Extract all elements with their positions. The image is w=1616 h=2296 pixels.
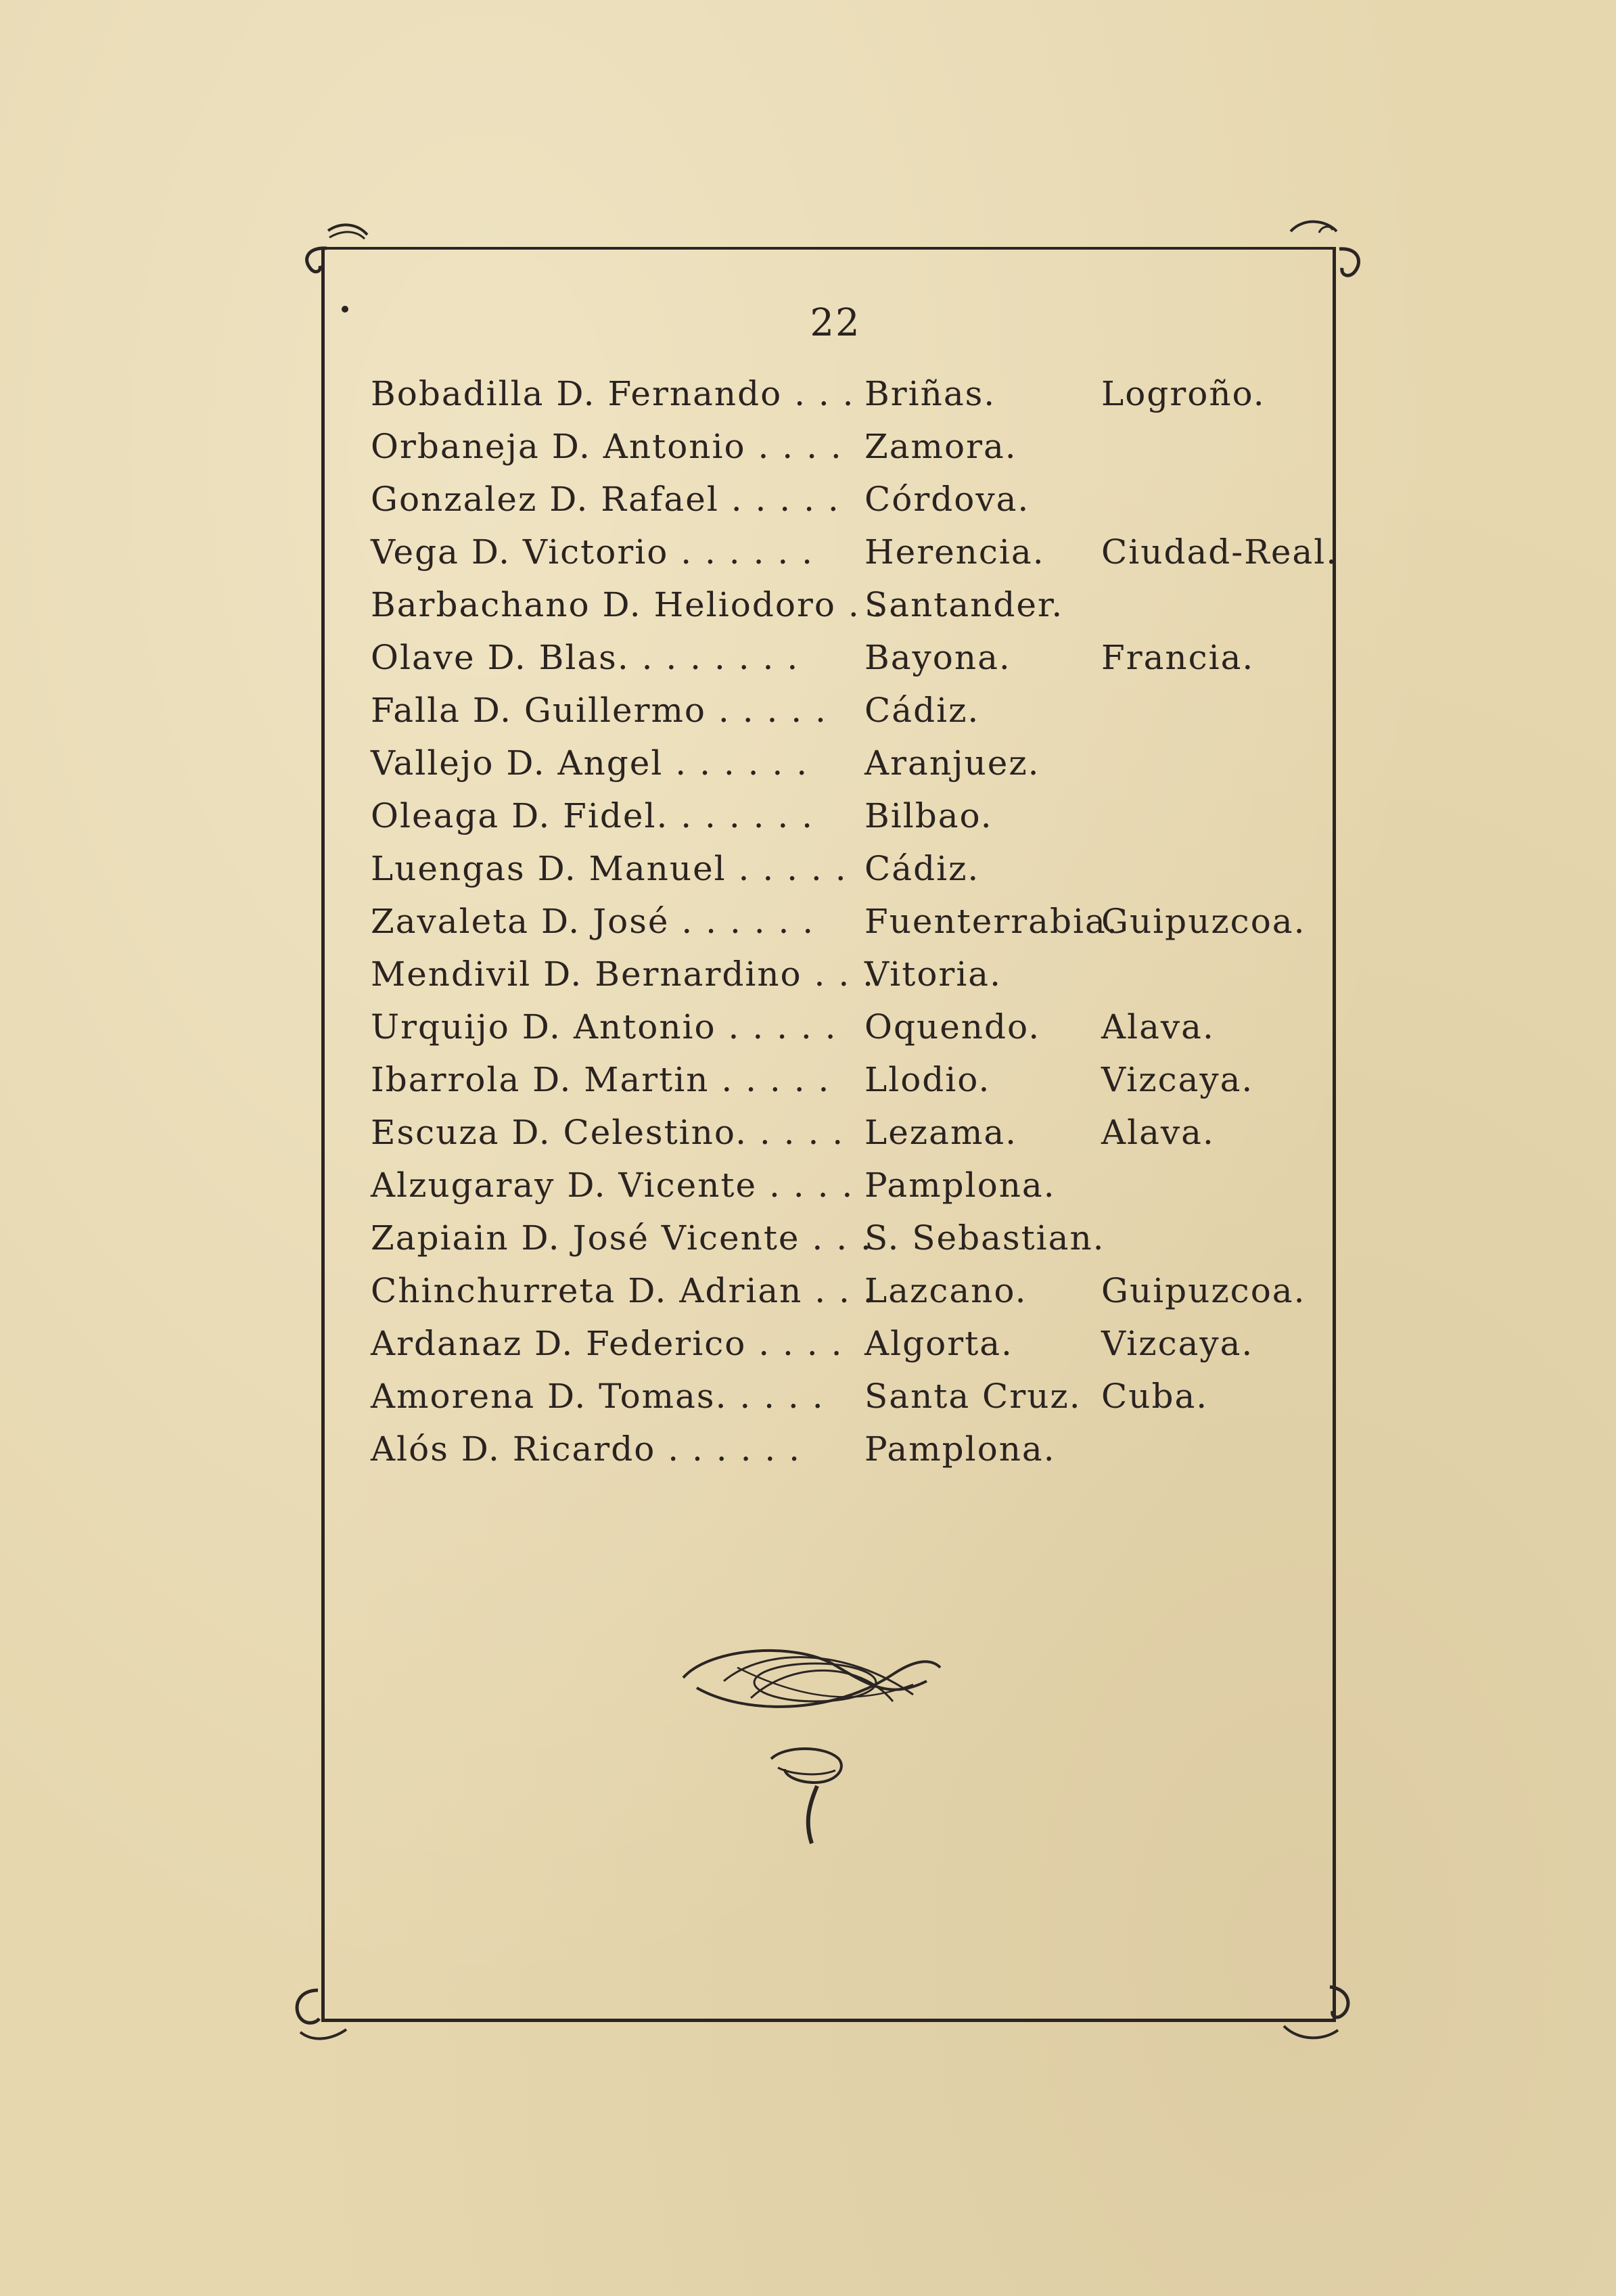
entry-town: Cádiz. xyxy=(864,849,980,888)
entry-town: Zamora. xyxy=(864,427,1017,466)
entry-name: Orbaneja D. Antonio . . . . xyxy=(371,427,843,466)
list-item xyxy=(371,580,1318,633)
entry-province: Logroño. xyxy=(1101,374,1266,413)
entry-province: Alava. xyxy=(1101,1113,1215,1152)
top-left-corner-icon xyxy=(287,206,396,281)
bottom-right-corner-icon xyxy=(1272,1979,1373,2053)
entry-name: Falla D. Guillermo . . . . . xyxy=(371,691,827,730)
list-item xyxy=(371,421,1318,474)
entry-town: Bilbao. xyxy=(864,796,993,835)
entry-town: Briñas. xyxy=(864,374,996,413)
entry-province: Cuba. xyxy=(1101,1377,1209,1416)
entries-list xyxy=(371,369,1339,1477)
entry-name: Zapiain D. José Vicente . . . xyxy=(371,1218,873,1258)
entry-town: Vitoria. xyxy=(864,955,1002,994)
list-item xyxy=(371,1055,1318,1107)
page-mark-dot xyxy=(342,306,348,313)
entry-name: Urquijo D. Antonio . . . . . xyxy=(371,1007,837,1047)
entry-name: Luengas D. Manuel . . . . . xyxy=(371,849,848,888)
entry-name: Vallejo D. Angel . . . . . . xyxy=(371,743,809,783)
entry-town: Algorta. xyxy=(864,1324,1013,1363)
list-item xyxy=(371,1266,1318,1318)
entry-town: Santa Cruz. xyxy=(864,1377,1082,1416)
list-item xyxy=(371,791,1318,844)
entry-name: Mendivil D. Bernardino . . . xyxy=(371,955,875,994)
list-item xyxy=(371,844,1318,896)
list-item xyxy=(371,949,1318,1002)
calligraphic-flourish-icon xyxy=(670,1620,988,1877)
entry-town: Bayona. xyxy=(864,638,1011,677)
list-item xyxy=(371,474,1318,527)
entry-province: Guipuzcoa. xyxy=(1101,902,1306,941)
entry-province: Ciudad-Real. xyxy=(1101,532,1339,572)
entry-name: Ibarrola D. Martin . . . . . xyxy=(371,1060,831,1099)
entry-name: Oleaga D. Fidel. . . . . . . xyxy=(371,796,814,835)
list-item xyxy=(371,1002,1318,1055)
list-item xyxy=(371,633,1318,685)
entry-name: Vega D. Victorio . . . . . . xyxy=(371,532,814,572)
entry-name: Zavaleta D. José . . . . . . xyxy=(371,902,815,941)
entry-town: Fuenterrabia. xyxy=(864,902,1119,941)
page-number: 22 xyxy=(810,301,861,345)
list-item xyxy=(371,369,1318,421)
entry-province: Alava. xyxy=(1101,1007,1215,1047)
entry-town: Herencia. xyxy=(864,532,1045,572)
entry-town: S. Sebastian. xyxy=(864,1218,1105,1258)
entry-town: Lazcano. xyxy=(864,1271,1028,1310)
entry-town: Aranjuez. xyxy=(864,743,1040,783)
entry-town: Córdova. xyxy=(864,480,1030,519)
entry-name: Alzugaray D. Vicente . . . . xyxy=(371,1166,854,1205)
entry-town: Llodio. xyxy=(864,1060,991,1099)
list-item xyxy=(371,738,1318,791)
list-item xyxy=(371,1213,1318,1266)
entry-name: Ardanaz D. Federico . . . . xyxy=(371,1324,844,1363)
entry-province: Vizcaya. xyxy=(1101,1324,1254,1363)
entry-name: Bobadilla D. Fernando . . . xyxy=(371,374,855,413)
entry-town: Pamplona. xyxy=(864,1166,1056,1205)
list-item xyxy=(371,896,1318,949)
list-item xyxy=(371,685,1318,738)
entry-name: Chinchurreta D. Adrian . . . xyxy=(371,1271,875,1310)
list-item xyxy=(371,1371,1318,1424)
entry-town: Lezama. xyxy=(864,1113,1018,1152)
entry-town: Pamplona. xyxy=(864,1429,1056,1469)
bottom-left-corner-icon xyxy=(271,1982,379,2057)
list-item xyxy=(371,1318,1318,1371)
entry-name: Gonzalez D. Rafael . . . . . xyxy=(371,480,840,519)
entry-name: Olave D. Blas. . . . . . . . xyxy=(371,638,800,677)
entry-name: Barbachano D. Heliodoro . . xyxy=(371,585,885,624)
list-item xyxy=(371,1424,1318,1477)
entry-name: Amorena D. Tomas. . . . . xyxy=(371,1377,825,1416)
entry-province: Vizcaya. xyxy=(1101,1060,1254,1099)
entry-town: Santander. xyxy=(864,585,1064,624)
list-item xyxy=(371,527,1339,580)
list-item xyxy=(371,1160,1318,1213)
entry-province: Guipuzcoa. xyxy=(1101,1271,1306,1310)
entry-name: Escuza D. Celestino. . . . . xyxy=(371,1113,845,1152)
entry-town: Cádiz. xyxy=(864,691,980,730)
top-right-corner-icon xyxy=(1277,203,1379,284)
entry-town: Oquendo. xyxy=(864,1007,1041,1047)
list-item xyxy=(371,1107,1318,1160)
entry-name: Alós D. Ricardo . . . . . . xyxy=(371,1429,802,1469)
entry-province: Francia. xyxy=(1101,638,1255,677)
